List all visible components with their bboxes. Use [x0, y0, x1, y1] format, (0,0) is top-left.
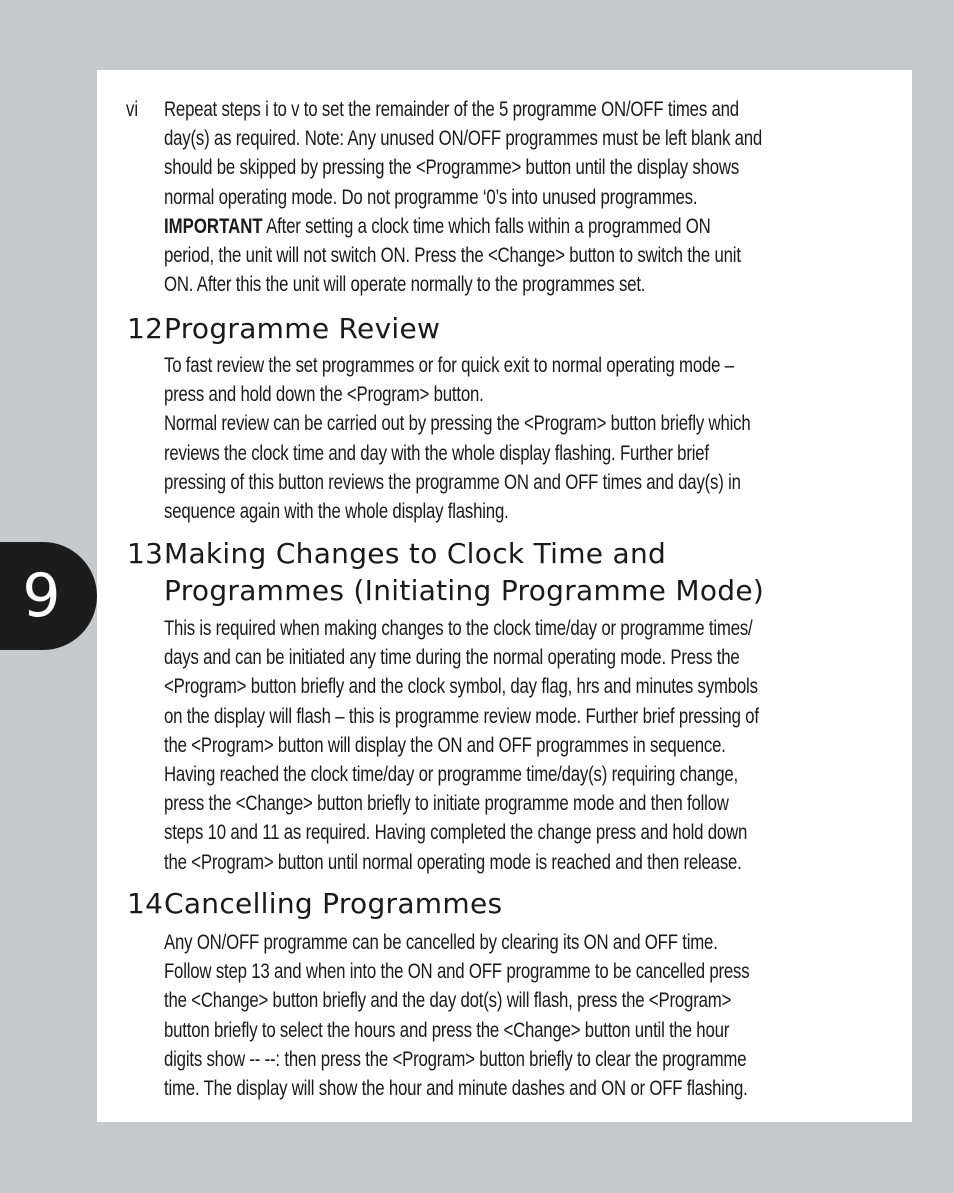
section-heading-12 [127, 310, 440, 347]
text-line: reviews the clock time and day with the whole display flashing. Further brief [164, 441, 709, 465]
text-line: day(s) as required. Note: Any unused ON/OFF programmes must be left blank and [164, 127, 763, 151]
text-line: steps 10 and 11 as required. Having completed the change press and hold down [164, 821, 748, 845]
text-line: should be skipped by pressing the <Programme> button until the display shows [164, 156, 740, 180]
section-title: Cancelling Programmes [164, 887, 503, 920]
text-line: press the <Change> button briefly to initiate programme mode and then follow [164, 792, 729, 816]
page-number: 9 [22, 561, 61, 631]
section-number: 13 [127, 537, 164, 570]
text-line: Any ON/OFF programme can be cancelled by clearing its ON and OFF time. [164, 931, 718, 954]
section-heading-13 [127, 535, 764, 609]
section-title: Programme Review [164, 312, 441, 345]
text-line: period, the unit will not switch ON. Press the <Change> button to switch the unit [164, 244, 741, 268]
text-line: <Program> button briefly and the clock symbol, day flag, hrs and minutes symbols [164, 675, 758, 699]
step-vi-text [164, 95, 884, 299]
text-line: pressing of this button reviews the programme ON and OFF times and day(s) in [164, 470, 741, 494]
text-line: This is required when making changes to the clock time/day or programme times/ [164, 617, 753, 640]
section-title: Making Changes to Clock Time and [164, 537, 667, 570]
text-line [164, 212, 884, 241]
text-line: normal operating mode. Do not programme ‘0’s into unused programmes. [164, 185, 698, 209]
text-line: Repeat steps i to v to set the remainder of the 5 programme ON/OFF times and [164, 98, 739, 121]
text-line: button briefly to select the hours and press the <Change> button until the hour [164, 1018, 730, 1042]
step-marker: vi [126, 98, 139, 121]
text-line: time. The display will show the hour and minute dashes and ON or OFF flashing. [164, 1077, 748, 1101]
section-body-13 [164, 614, 884, 877]
text-line: the <Change> button briefly and the day dot(s) will flash, press the <Program> [164, 989, 732, 1013]
text-line: Follow step 13 and when into the ON and OFF programme to be cancelled press [164, 960, 750, 984]
section-heading-14 [127, 885, 502, 922]
text-line: days and can be initiated any time during the normal operating mode. Press the [164, 646, 740, 670]
text-line: the <Program> button until normal operating mode is reached and then release. [164, 850, 742, 874]
important-label: IMPORTANT [164, 214, 263, 238]
section-title-continued: Programmes (Initiating Programme Mode) [164, 574, 765, 607]
page-number-tab [0, 542, 97, 650]
text-line: digits show -- --: then press the <Program> button briefly to clear the programme [164, 1047, 747, 1071]
section-number: 12 [127, 312, 164, 345]
text-line: ON. After this the unit will operate normally to the programmes set. [164, 273, 646, 297]
text-line: Having reached the clock time/day or programme time/day(s) requiring change, [164, 763, 739, 787]
section-number: 14 [127, 887, 164, 920]
text-line: sequence again with the whole display flashing. [164, 500, 509, 524]
text-line: the <Program> button will display the ON and OFF programmes in sequence. [164, 733, 726, 757]
text-line: on the display will flash – this is programme review mode. Further brief pressing of [164, 704, 759, 728]
important-text: After setting a clock time which falls within a programmed ON [262, 214, 711, 238]
text-line: Normal review can be carried out by pressing the <Program> button briefly which [164, 412, 751, 436]
text-line: To fast review the set programmes or for quick exit to normal operating mode – [164, 354, 734, 377]
section-body-12 [164, 351, 884, 526]
section-body-14 [164, 928, 884, 1103]
text-line: press and hold down the <Program> button. [164, 383, 484, 407]
